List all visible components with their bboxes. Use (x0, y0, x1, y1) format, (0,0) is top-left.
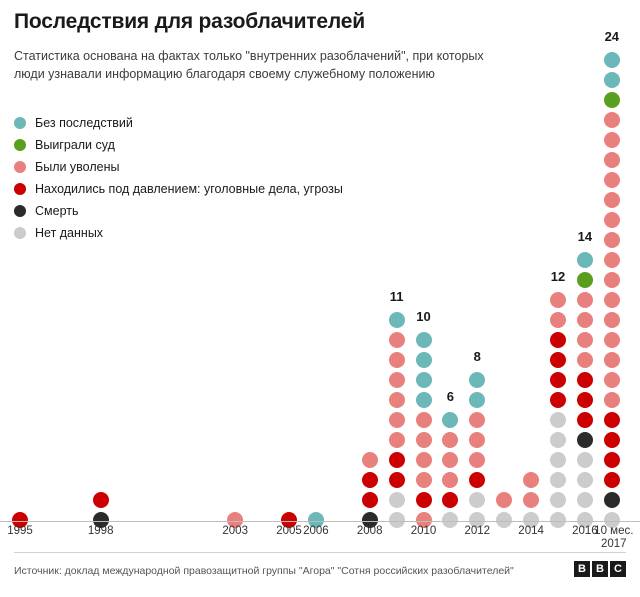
data-dot-fired (416, 412, 432, 428)
chart-column (66, 0, 82, 520)
page-title: Последствия для разоблачителей (14, 10, 365, 33)
data-dot-pressure (577, 392, 593, 408)
data-dot-fired (469, 452, 485, 468)
data-dot-fired (389, 352, 405, 368)
x-tick-2016: 2016 (572, 525, 598, 537)
data-dot-pressure (604, 412, 620, 428)
chart-column (93, 0, 109, 520)
chart-column (469, 0, 485, 520)
data-dot-fired (604, 132, 620, 148)
data-dot-won (604, 92, 620, 108)
data-dot-nodata (550, 432, 566, 448)
data-dot-fired (362, 452, 378, 468)
data-dot-none (416, 392, 432, 408)
x-tick-1998: 1998 (87, 525, 114, 537)
chart-column (362, 0, 378, 520)
data-dot-fired (389, 372, 405, 388)
data-dot-pressure (416, 492, 432, 508)
data-dot-fired (416, 452, 432, 468)
x-tick-2014: 2014 (518, 525, 544, 537)
data-dot-pressure (550, 392, 566, 408)
data-dot-pressure (577, 412, 593, 428)
bbc-logo-letter-2: B (592, 561, 608, 577)
column-total-label: 24 (604, 29, 620, 44)
source-note: Источник: доклад международной правозащитной группы "Агора" "Сотня российских разоблачителей" (14, 565, 514, 577)
data-dot-fired (604, 272, 620, 288)
data-dot-death (604, 492, 620, 508)
data-dot-fired (577, 292, 593, 308)
chart-column (577, 0, 593, 520)
chart-column (335, 0, 351, 520)
data-dot-nodata (577, 452, 593, 468)
data-dot-fired (389, 432, 405, 448)
chart-column (147, 0, 163, 520)
data-dot-fired (604, 152, 620, 168)
data-dot-fired (416, 432, 432, 448)
column-total-label: 8 (473, 349, 481, 364)
data-dot-pressure (577, 372, 593, 388)
data-dot-nodata (550, 412, 566, 428)
data-dot-pressure (389, 472, 405, 488)
chart-column (227, 0, 243, 520)
data-dot-nodata (550, 492, 566, 508)
data-dot-pressure (362, 472, 378, 488)
data-dot-pressure (362, 492, 378, 508)
data-dot-fired (496, 492, 512, 508)
chart-subtitle: Статистика основана на фактах только "внутренних разоблачений", при которых люди узнавали информацию благодаря своему служебному положению (14, 49, 484, 81)
data-dot-none (416, 372, 432, 388)
data-dot-pressure (550, 332, 566, 348)
data-dot-none (604, 72, 620, 88)
data-dot-fired (389, 392, 405, 408)
x-tick-2003: 2003 (222, 525, 248, 537)
data-dot-pressure (604, 432, 620, 448)
chart-column (496, 0, 512, 520)
data-dot-none (389, 312, 405, 328)
data-dot-fired (577, 312, 593, 328)
data-dot-fired (389, 332, 405, 348)
data-dot-none (469, 372, 485, 388)
legend-label-won: Выиграли суд (35, 138, 115, 152)
data-dot-fired (416, 472, 432, 488)
x-tick-2005: 2005 (276, 525, 302, 537)
chart-column (442, 0, 458, 520)
chart-column (254, 0, 270, 520)
x-tick-2012: 2012 (464, 525, 491, 537)
data-dot-pressure (550, 352, 566, 368)
data-dot-fired (577, 332, 593, 348)
data-dot-fired (604, 192, 620, 208)
data-dot-fired (604, 332, 620, 348)
chart-column (389, 0, 405, 520)
chart-column (523, 0, 539, 520)
column-total-label: 6 (446, 389, 454, 404)
chart-column (12, 0, 28, 520)
data-dot-pressure (442, 492, 458, 508)
data-dot-none (416, 332, 432, 348)
data-dot-nodata (550, 452, 566, 468)
data-dot-none (604, 52, 620, 68)
data-dot-fired (442, 432, 458, 448)
data-dot-fired (389, 412, 405, 428)
data-dot-fired (469, 432, 485, 448)
data-dot-fired (604, 232, 620, 248)
data-dot-fired (604, 372, 620, 388)
data-dot-none (577, 252, 593, 268)
data-dot-fired (523, 492, 539, 508)
data-dot-nodata (550, 472, 566, 488)
data-dot-fired (523, 472, 539, 488)
data-dot-fired (604, 392, 620, 408)
chart-column (173, 0, 189, 520)
data-dot-nodata (389, 492, 405, 508)
chart-column (200, 0, 216, 520)
footer-divider (14, 552, 626, 553)
data-dot-pressure (93, 492, 109, 508)
chart-column (308, 0, 324, 520)
data-dot-fired (604, 172, 620, 188)
data-dot-fired (604, 212, 620, 228)
legend-label-nodata: Нет данных (35, 226, 104, 240)
data-dot-fired (550, 292, 566, 308)
data-dot-nodata (577, 472, 593, 488)
data-dot-fired (604, 292, 620, 308)
data-dot-won (577, 272, 593, 288)
data-dot-fired (604, 252, 620, 268)
x-tick-10-мес.-2017: 10 мес. 2017 (594, 525, 634, 550)
column-total-label: 10 (416, 309, 431, 324)
data-dot-death (577, 432, 593, 448)
data-dot-pressure (469, 472, 485, 488)
data-dot-fired (604, 352, 620, 368)
data-dot-fired (604, 312, 620, 328)
data-dot-fired (550, 312, 566, 328)
data-dot-fired (442, 452, 458, 468)
column-total-label: 14 (577, 229, 593, 244)
data-dot-pressure (550, 372, 566, 388)
data-dot-fired (442, 472, 458, 488)
x-tick-1995: 1995 (7, 525, 33, 537)
column-total-label: 12 (550, 269, 566, 284)
data-dot-pressure (604, 472, 620, 488)
chart-column (550, 0, 566, 520)
legend-label-fired: Были уволены (35, 160, 120, 174)
data-dot-none (442, 412, 458, 428)
data-dot-pressure (389, 452, 405, 468)
column-total-label: 11 (389, 289, 404, 304)
bbc-logo (574, 561, 626, 577)
legend-label-none: Без последствий (35, 116, 133, 130)
x-tick-2008: 2008 (356, 525, 383, 537)
chart-column (416, 0, 432, 520)
x-tick-2010: 2010 (410, 525, 437, 537)
chart-column (39, 0, 55, 520)
data-dot-pressure (604, 452, 620, 468)
data-dot-none (469, 392, 485, 408)
bbc-logo-letter-1: B (574, 561, 590, 577)
legend-label-pressure: Находились под давлением: уголовные дела, угрозы (35, 182, 343, 196)
chart-column (281, 0, 297, 520)
data-dot-fired (604, 112, 620, 128)
chart-column (604, 0, 620, 520)
legend-label-death: Смерть (35, 204, 79, 218)
bbc-logo-letter-3: C (610, 561, 626, 577)
x-tick-2006: 2006 (303, 525, 329, 537)
data-dot-none (416, 352, 432, 368)
data-dot-nodata (469, 492, 485, 508)
data-dot-nodata (577, 492, 593, 508)
x-axis-line (0, 521, 640, 522)
data-dot-fired (469, 412, 485, 428)
data-dot-fired (577, 352, 593, 368)
chart-column (120, 0, 136, 520)
